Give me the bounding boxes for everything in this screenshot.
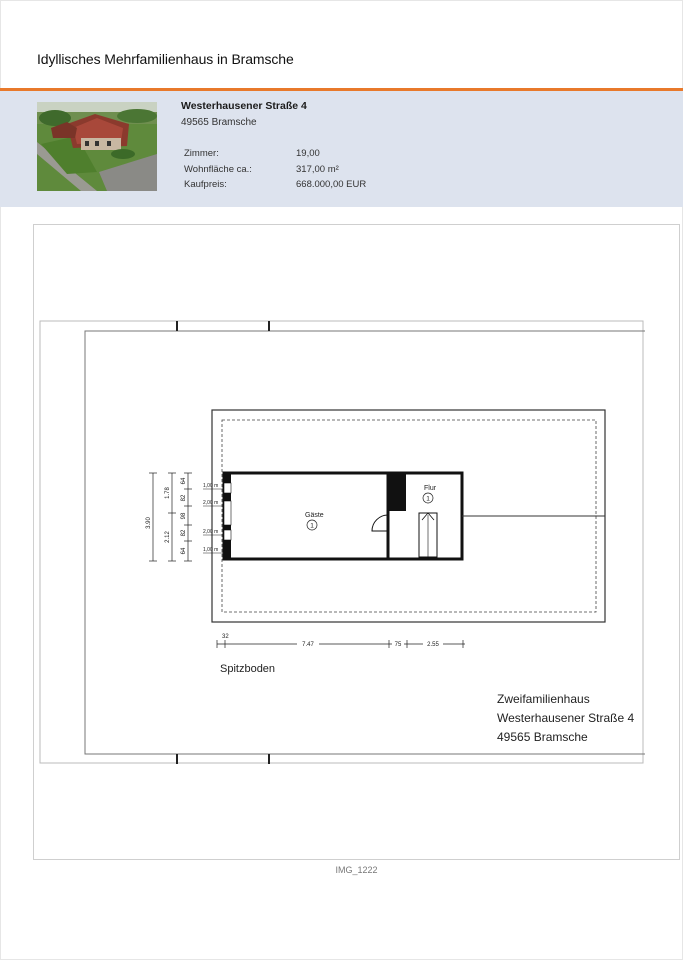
image-caption: IMG_1222 — [335, 865, 378, 875]
room-label-hallway: Flur — [424, 485, 437, 492]
property-label: Kaufpreis: — [184, 179, 227, 190]
property-value: 317,00 m² — [296, 164, 339, 175]
property-value: 668.000,00 EUR — [296, 179, 367, 190]
title-block-line: Westerhausener Straße 4 — [497, 711, 635, 725]
property-value: 19,00 — [296, 148, 320, 159]
property-label: Wohnfläche ca.: — [184, 164, 252, 175]
floor-plan-drawing — [39, 320, 645, 766]
window-label: 2,00 m — [203, 529, 219, 535]
horizontal-dimension: 75 — [394, 642, 402, 648]
vertical-dimension: 98 — [181, 512, 187, 520]
room-number-guests: 1 — [310, 522, 314, 530]
property-photo-graphic — [37, 102, 157, 191]
floor-name: Spitzboden — [220, 663, 276, 675]
vertical-dimension: 1.78 — [165, 487, 171, 499]
room-number-hallway: 1 — [426, 495, 430, 503]
room-label-guests: Gäste — [305, 512, 324, 519]
horizontal-dimension: 7.47 — [302, 642, 314, 648]
vertical-dimension: 64 — [181, 477, 187, 485]
vertical-dimension: 3.90 — [146, 517, 152, 529]
window-label: 1,00 m — [203, 547, 219, 553]
property-photo[interactable] — [37, 102, 157, 191]
window-label: 2,00 m — [203, 500, 219, 506]
vertical-dimension: 82 — [181, 494, 187, 502]
vertical-dimension: 2.12 — [165, 531, 171, 543]
listing-address-city: 49565 Bramsche — [181, 117, 257, 128]
listing-address-street: Westerhausener Straße 4 — [181, 100, 307, 112]
property-label: Zimmer: — [184, 148, 219, 159]
title-block-line: Zweifamilienhaus — [497, 692, 590, 706]
horizontal-dimension: 32 — [222, 634, 229, 640]
vertical-dimension: 82 — [181, 529, 187, 537]
horizontal-dimension: 2.55 — [427, 642, 439, 648]
page-title: Idyllisches Mehrfamilienhaus in Bramsche — [37, 51, 294, 67]
vertical-dimension: 64 — [181, 547, 187, 555]
title-block-line: 49565 Bramsche — [497, 730, 588, 744]
window-label: 1,00 m — [203, 483, 219, 489]
